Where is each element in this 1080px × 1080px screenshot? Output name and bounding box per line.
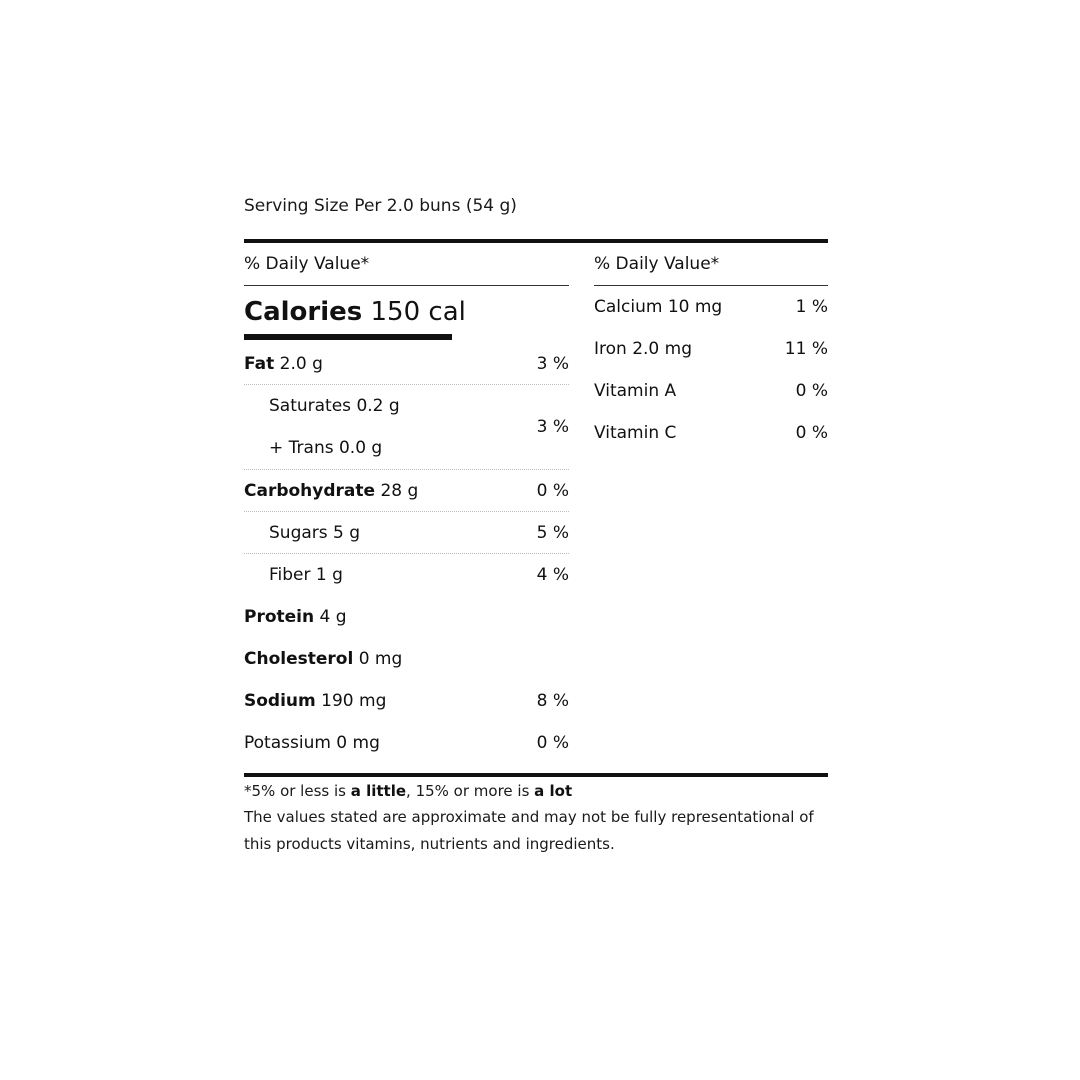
fat-pct: 3 %: [536, 353, 569, 374]
calories-line: [244, 292, 466, 332]
fiber-pct: 4 %: [536, 565, 569, 585]
fat-label: Fat: [244, 353, 275, 374]
cholesterol-value: 0 mg: [358, 649, 403, 669]
nutrient-row-sodium: [244, 680, 569, 722]
footnote-bold-little: a little: [350, 782, 407, 800]
footnote-text-2: , 15% or more is: [406, 782, 535, 800]
mineral-row-iron: [594, 328, 828, 370]
cholesterol-label: Cholesterol: [244, 649, 354, 669]
calcium-pct: 1 %: [795, 297, 828, 317]
trans-label: + Trans 0.0 g: [269, 438, 383, 458]
mineral-row-calcium: [594, 286, 828, 328]
nutrient-row-sugars: [244, 512, 569, 554]
vitamin-c-pct: 0 %: [795, 423, 828, 443]
sodium-label: Sodium: [244, 691, 316, 711]
daily-value-footnote: [244, 778, 844, 804]
potassium-label: Potassium 0 mg: [244, 733, 380, 753]
sodium-pct: 8 %: [536, 691, 569, 711]
vitamin-row-a: [594, 370, 828, 412]
calories-bar: [244, 334, 452, 340]
left-column: [244, 243, 569, 764]
calories-value: 150 cal: [370, 297, 466, 327]
vitamin-a-label: Vitamin A: [594, 381, 677, 401]
calories-label: Calories: [244, 297, 363, 327]
saturates-trans-pct: 3 %: [536, 417, 569, 437]
footnote-text-1: *5% or less is: [244, 782, 351, 800]
saturates-label: Saturates 0.2 g: [269, 396, 400, 416]
serving-size: Serving Size Per 2.0 buns (54 g): [244, 196, 517, 216]
carbohydrate-pct: 0 %: [536, 480, 569, 501]
vitamin-a-pct: 0 %: [795, 381, 828, 401]
right-column: [594, 243, 828, 454]
potassium-pct: 0 %: [536, 733, 569, 753]
nutrient-row-carbohydrate: [244, 470, 569, 512]
calories-block: [244, 286, 569, 338]
nutrient-row-fat: [244, 343, 569, 385]
nutrition-facts-label: [244, 192, 828, 853]
bottom-thick-rule: [244, 773, 828, 777]
sugars-pct: 5 %: [536, 522, 569, 543]
protein-value: 4 g: [319, 607, 347, 627]
iron-pct: 11 %: [784, 339, 828, 359]
nutrient-row-cholesterol: [244, 638, 569, 680]
nutrient-row-fiber: [244, 554, 569, 596]
iron-label: Iron 2.0 mg: [594, 339, 692, 359]
footnote-bold-lot: a lot: [534, 782, 573, 800]
carbohydrate-value: 28 g: [380, 480, 419, 501]
nutrient-row-potassium: [244, 722, 569, 764]
nutrient-row-protein: [244, 596, 569, 638]
vitamin-row-c: [594, 412, 828, 454]
sugars-label: Sugars 5 g: [269, 522, 361, 543]
calcium-label: Calcium 10 mg: [594, 297, 723, 317]
fiber-label: Fiber 1 g: [269, 565, 343, 585]
carbohydrate-label: Carbohydrate: [244, 480, 376, 501]
fat-value: 2.0 g: [279, 353, 323, 374]
footnote: [244, 778, 844, 858]
sodium-value: 190 mg: [321, 691, 387, 711]
nutrient-group-saturates-trans: [244, 385, 569, 470]
daily-value-header-right: % Daily Value*: [594, 243, 828, 286]
protein-label: Protein: [244, 607, 315, 627]
disclaimer: The values stated are approximate and may not be fully representational of this products vitamins, nutrients and ingredients.: [244, 808, 814, 853]
daily-value-header: % Daily Value*: [244, 243, 569, 286]
vitamin-c-label: Vitamin C: [594, 423, 677, 443]
